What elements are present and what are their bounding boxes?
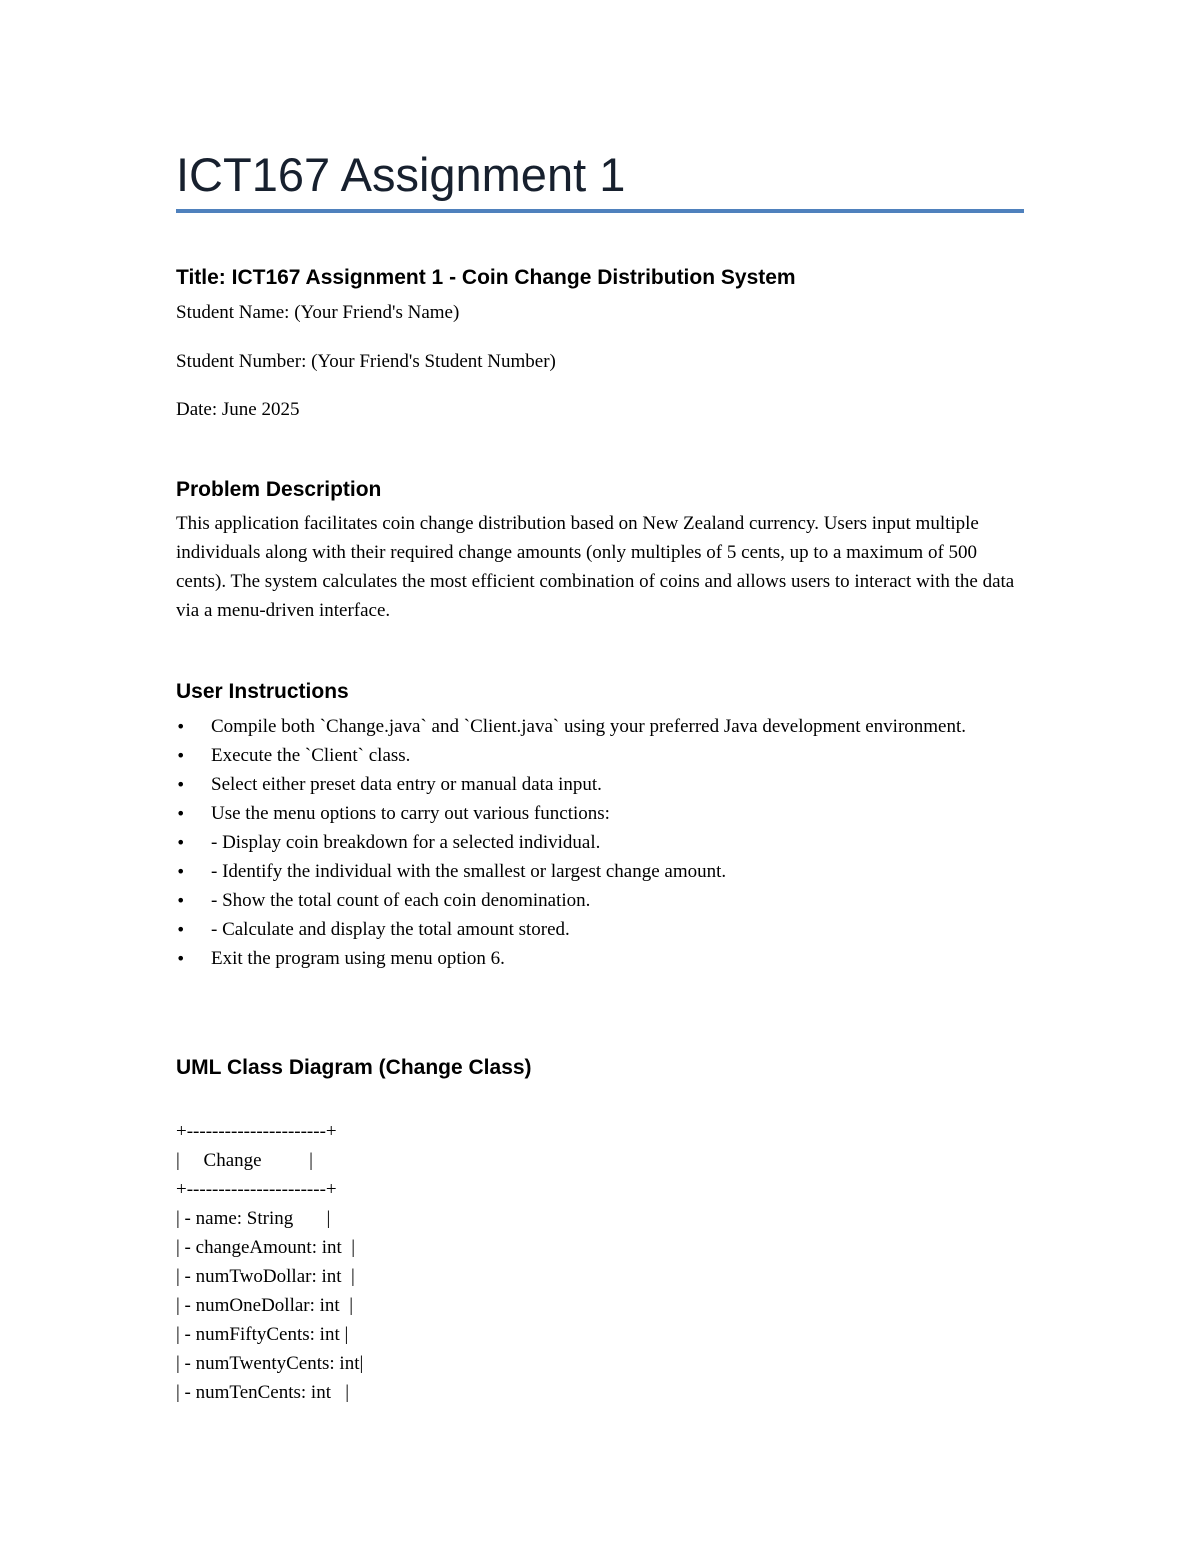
instruction-item: • - Calculate and display the total amount stored.: [176, 915, 1026, 944]
uml-line: | - numTwoDollar: int |: [176, 1266, 355, 1287]
uml-line: +----------------------+: [176, 1121, 337, 1142]
instruction-item: • Use the menu options to carry out various functions:: [176, 799, 1026, 828]
student-number: Student Number: (Your Friend's Student Number): [176, 351, 556, 372]
uml-line: | Change |: [176, 1150, 313, 1171]
problem-description-text: This application facilitates coin change distribution based on New Zealand currency. Users input multiple individuals along with their required change amounts (only multiples of 5 cents, up to a maximum of 500 cents). The system calculates the most efficient combination of coins and allows users to interact with the data via a menu-driven interface.: [176, 513, 1015, 621]
document-heading: ICT167 Assignment 1: [176, 148, 626, 201]
uml-class-diagram: [176, 1117, 363, 1407]
student-name: Student Name: (Your Friend's Name): [176, 302, 460, 323]
uml-diagram-heading: UML Class Diagram (Change Class): [176, 1056, 532, 1079]
heading-underline: [176, 209, 1024, 213]
instruction-item: • Exit the program using menu option 6.: [176, 944, 1026, 973]
document-date: Date: June 2025: [176, 399, 300, 420]
problem-description-heading: Problem Description: [176, 478, 382, 501]
uml-line: | - numTenCents: int |: [176, 1382, 350, 1403]
instruction-item: • Compile both `Change.java` and `Client.java` using your preferred Java development environment.: [176, 712, 1026, 741]
instruction-item: • - Identify the individual with the smallest or largest change amount.: [176, 857, 1026, 886]
uml-line: | - changeAmount: int |: [176, 1237, 356, 1258]
instruction-item: • - Show the total count of each coin denomination.: [176, 886, 1026, 915]
user-instructions-heading: User Instructions: [176, 680, 349, 703]
uml-line: | - numFiftyCents: int |: [176, 1324, 349, 1345]
user-instructions-list: [176, 712, 1026, 973]
uml-line: | - name: String |: [176, 1208, 331, 1229]
instruction-item: • Execute the `Client` class.: [176, 741, 1026, 770]
document-title-line: Title: ICT167 Assignment 1 - Coin Change Distribution System: [176, 266, 796, 289]
uml-line: | - numOneDollar: int |: [176, 1295, 353, 1316]
instruction-item: • Select either preset data entry or manual data input.: [176, 770, 1026, 799]
instruction-item: • - Display coin breakdown for a selected individual.: [176, 828, 1026, 857]
uml-line: +----------------------+: [176, 1179, 337, 1200]
uml-line: | - numTwentyCents: int|: [176, 1353, 364, 1374]
